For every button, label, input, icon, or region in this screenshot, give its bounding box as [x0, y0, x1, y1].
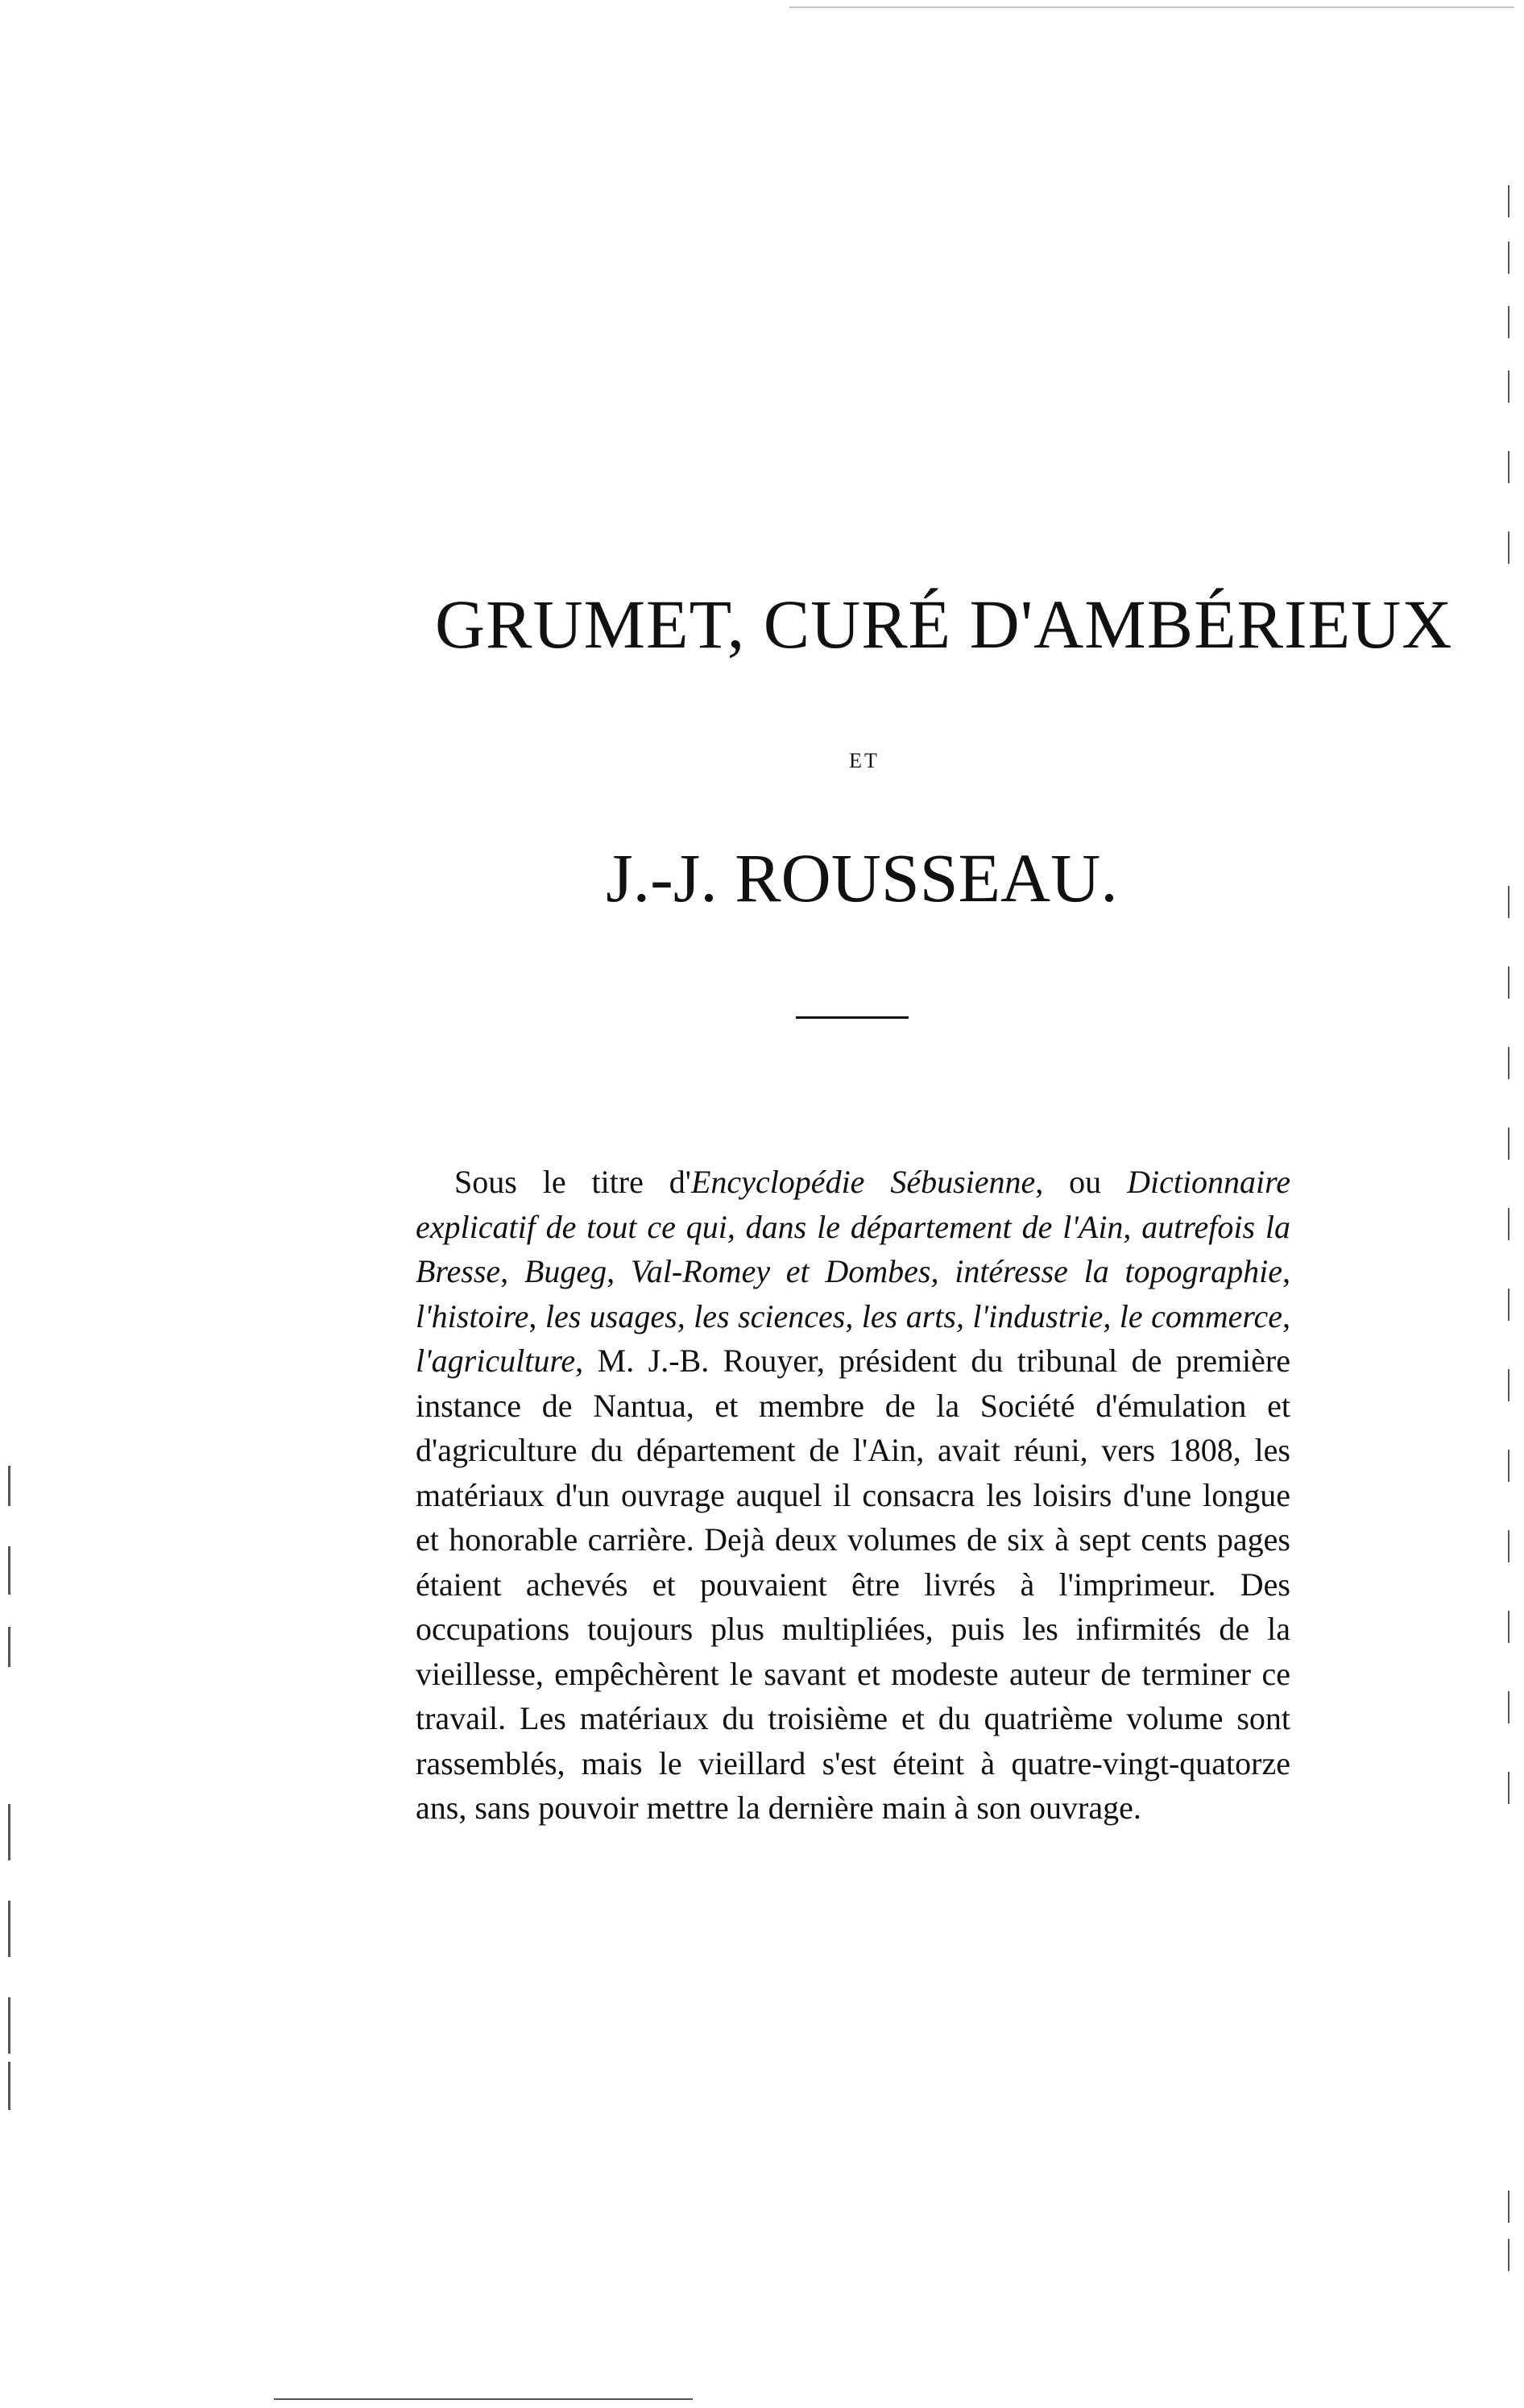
body-italic-run: Bugeg	[524, 1253, 607, 1289]
scan-artifact-right-19	[1508, 2191, 1510, 2223]
scan-artifact-left-3	[8, 1627, 10, 1667]
scan-artifact-right-8	[1508, 966, 1510, 999]
body-text-run: Sous le titre d'	[454, 1164, 691, 1200]
body-text-run: ,	[607, 1253, 631, 1289]
scan-artifact-right-17	[1508, 1691, 1510, 1723]
scan-artifact-left-2	[8, 1546, 10, 1595]
page-title: GRUMET, CURÉ D'AMBÉRIEUX	[435, 585, 1453, 663]
scan-artifact-left-4	[8, 1804, 10, 1860]
scan-artifact-right-20	[1508, 2239, 1510, 2271]
body-text-run: ,	[1282, 1253, 1291, 1289]
scan-artifact-left-6	[8, 1997, 10, 2054]
body-italic-run: Val-Romey et Dombes, intéresse la topographie	[630, 1253, 1283, 1289]
scan-artifact-right-7	[1508, 886, 1510, 918]
scan-artifact-right-1	[1508, 185, 1510, 217]
scan-artifact-right-2	[1508, 242, 1510, 274]
body-italic-run: l'agriculture	[416, 1343, 576, 1379]
scan-artifact-left-7	[8, 2062, 10, 2110]
body-text-run: ,	[1282, 1297, 1291, 1334]
scan-artifact-right-13	[1508, 1369, 1510, 1401]
scan-artifact-left-5	[8, 1901, 10, 1957]
scan-artifact-right-14	[1508, 1450, 1510, 1482]
scan-artifact-right-15	[1508, 1530, 1510, 1562]
scan-artifact-top-1	[789, 6, 1514, 8]
title-divider-rule	[796, 1016, 909, 1019]
body-text-run: ,	[500, 1253, 524, 1289]
page-subtitle: J.-J. ROUSSEAU.	[606, 839, 1118, 916]
title-conjunction: ET	[849, 749, 880, 772]
body-italic-run: Encyclopédie Sébusienne	[691, 1164, 1036, 1200]
scan-artifact-right-16	[1508, 1611, 1510, 1643]
body-text-run: ,	[528, 1297, 545, 1334]
scan-artifact-right-10	[1508, 1127, 1510, 1160]
scan-artifact-bottom-1	[274, 2398, 693, 2400]
body-text-run: , ou	[1035, 1164, 1128, 1200]
scan-artifact-right-11	[1508, 1208, 1510, 1240]
scan-artifact-right-3	[1508, 306, 1510, 338]
scan-artifact-right-9	[1508, 1047, 1510, 1079]
body-italic-run: l'histoire	[416, 1297, 529, 1334]
scan-artifact-right-5	[1508, 451, 1510, 483]
body-paragraph	[416, 1160, 1290, 1831]
body-italic-run: Dictionnaire explicatif de tout ce qui, dans le département de l'Ain, autrefois la Bresse	[416, 1164, 1291, 1289]
body-italic-run: les usages, les sciences, les arts, l'industrie, le commerce	[545, 1297, 1283, 1334]
scan-artifact-right-6	[1508, 532, 1510, 564]
body-text-run: , M. J.-B. Rouyer, président du tribunal de première instance de Nantua, et membre de la Société d'émulation et d'agriculture du département de l'Ain, avait réuni, vers 1808, les matériaux d'un ouvrage auquel il consacra les loisirs d'une longue et honorable carrière. Dejà deux volumes de six à sept cents pages étaient achevés et pouvaient être livrés à l'imprimeur. Des occupations toujours plus multipliées, puis les infirmités de la vieillesse, empêchèrent le savant et modeste auteur de terminer ce travail. Les matériaux du troisième et du quatrième volume sont rassemblés, mais le vieillard s'est éteint à quatre-vingt-quatorze ans, sans pouvoir mettre la dernière main à son ouvrage.	[416, 1343, 1290, 1826]
scan-artifact-right-12	[1508, 1289, 1510, 1321]
scan-artifact-right-4	[1508, 370, 1510, 403]
scan-artifact-left-1	[8, 1466, 10, 1506]
scan-artifact-right-18	[1508, 1772, 1510, 1804]
